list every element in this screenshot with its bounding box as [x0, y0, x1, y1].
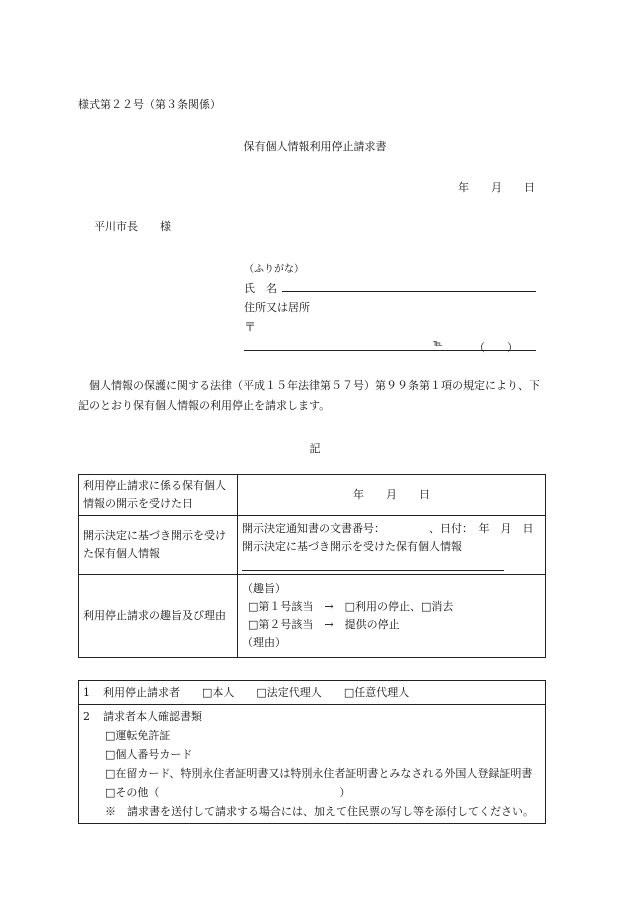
disclosed-info-field[interactable] — [238, 516, 546, 575]
request-date — [458, 179, 535, 195]
section-number: 2 — [83, 710, 90, 723]
section-number: 1 — [83, 686, 90, 699]
date-day-label: 日 — [524, 181, 535, 194]
name-label: 氏 名 — [244, 282, 277, 295]
table-row — [79, 516, 546, 575]
checkbox-my-number-card[interactable]: □個人番号カード — [105, 748, 193, 761]
name-field[interactable] — [282, 291, 536, 292]
furigana-label: （ふりがな） — [244, 264, 304, 275]
checkbox-self[interactable]: □本人 — [202, 686, 235, 699]
option-item-1[interactable]: □第１号該当 → □利用の停止、□消去 — [248, 600, 454, 613]
table-row — [79, 475, 546, 516]
disclosed-info-label: 開示決定に基づき開示を受けた保有個人情報 — [79, 516, 238, 575]
disclosed-info-sub-label: 開示決定に基づき開示を受けた保有個人情報 — [242, 539, 462, 553]
disclosed-info-line — [242, 570, 504, 571]
checkbox-voluntary-agent[interactable]: □任意代理人 — [343, 686, 410, 699]
mail-note: ※ 請求書を送付して請求する場合には、加えて住民票の写し等を添付してください。 — [105, 805, 534, 818]
disclosure-date-label: 利用停止請求に係る保有個人情報の開示を受けた日 — [79, 475, 238, 516]
purpose-heading: （趣旨） — [242, 582, 286, 595]
checkbox-other[interactable] — [83, 783, 541, 802]
request-body-text: 個人情報の保護に関する法律（平成１５年法律第５７号）第９９条第１項の規定により、下記のとおり保有個人情報の利用停止を請求します。 — [78, 379, 540, 412]
address-label: 住所又は居所 — [244, 301, 310, 314]
tel-paren: （ ） — [474, 341, 518, 354]
date-year-label: 年 — [458, 181, 469, 194]
option-item-2[interactable]: □第２号該当 → 提供の停止 — [248, 618, 400, 631]
other-label: □その他（ — [105, 786, 160, 799]
disclosure-date-field[interactable]: 年 月 日 — [238, 475, 546, 516]
addressee: 平川市長 様 — [94, 220, 171, 233]
purpose-reason-label: 利用停止請求の趣旨及び理由 — [79, 575, 238, 658]
purpose-reason-field[interactable] — [238, 575, 546, 658]
other-close: ） — [339, 786, 351, 799]
table-row — [79, 705, 546, 824]
page-title: 保有個人情報利用停止請求書 — [243, 140, 387, 153]
requester-type-row — [79, 681, 546, 705]
id-documents-cell — [79, 705, 546, 824]
requester-type-label: 利用停止請求者 — [103, 686, 180, 699]
form-number: 様式第２２号（第３条関係） — [78, 98, 221, 111]
table-row — [79, 575, 546, 658]
notice-date-label: 、日付： 年 月 日 — [429, 521, 534, 535]
requester-section-table — [78, 680, 546, 824]
postal-mark: 〒 — [244, 320, 257, 334]
tel-label: ℡ — [433, 339, 443, 349]
checkbox-legal-agent[interactable]: □法定代理人 — [256, 686, 322, 699]
table-row — [79, 681, 546, 705]
document-number-label: 開示決定通知書の文書番号： — [242, 521, 385, 535]
request-table — [78, 474, 546, 658]
checkbox-drivers-license[interactable]: □運転免許証 — [105, 729, 171, 742]
date-month-label: 月 — [491, 181, 502, 194]
reason-heading: （理由） — [242, 636, 286, 649]
address-field[interactable] — [244, 350, 536, 351]
id-documents-label: 請求者本人確認書類 — [103, 710, 202, 723]
checkbox-residence-card[interactable]: □在留カード、特別永住者証明書又は特別永住者証明書とみなされる外国人登録証明書 — [105, 767, 533, 780]
ki-heading: 記 — [309, 442, 321, 455]
